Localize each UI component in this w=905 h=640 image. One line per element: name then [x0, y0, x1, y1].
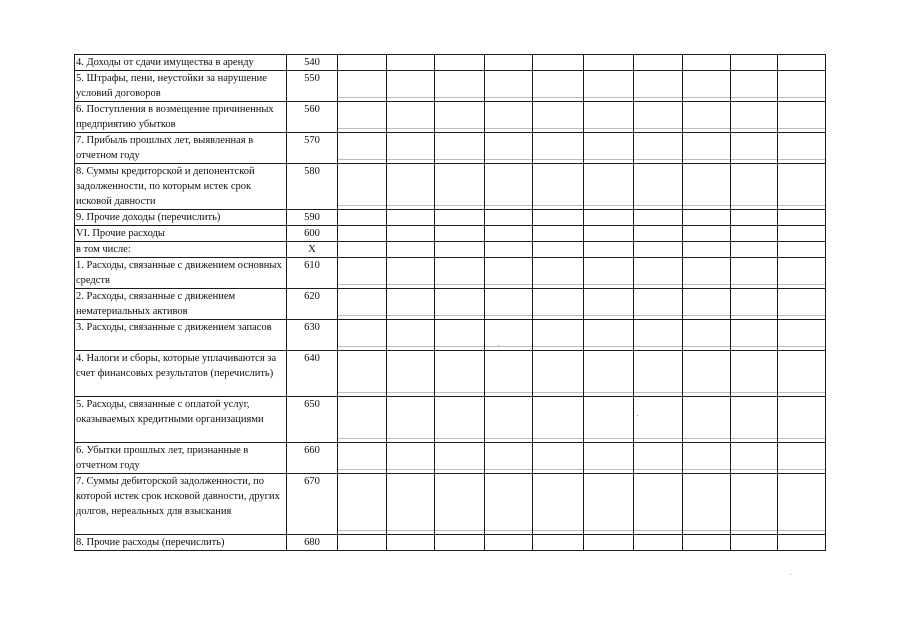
value-cell[interactable] [634, 397, 683, 443]
value-cell[interactable] [435, 474, 485, 535]
value-cell[interactable] [387, 102, 435, 133]
value-cell[interactable] [533, 397, 584, 443]
value-cell[interactable] [584, 71, 634, 102]
value-cell[interactable] [634, 55, 683, 71]
value-cell[interactable] [731, 164, 778, 210]
value-cell[interactable] [435, 102, 485, 133]
value-cell[interactable] [634, 210, 683, 226]
value-cell[interactable] [634, 164, 683, 210]
scan-speck [790, 574, 791, 575]
value-cell[interactable] [435, 164, 485, 210]
value-cell[interactable] [778, 71, 826, 102]
value-cell[interactable] [533, 102, 584, 133]
value-cell[interactable] [634, 258, 683, 289]
value-cell[interactable] [533, 443, 584, 474]
value-cell[interactable] [338, 320, 387, 351]
value-cell[interactable] [387, 242, 435, 258]
value-cell[interactable] [435, 242, 485, 258]
table-row [75, 397, 826, 443]
table-row [75, 474, 826, 535]
value-cell[interactable] [435, 55, 485, 71]
value-cell[interactable] [338, 242, 387, 258]
value-cell[interactable] [634, 289, 683, 320]
value-cell[interactable] [778, 443, 826, 474]
value-cell[interactable] [731, 71, 778, 102]
value-cell[interactable] [634, 102, 683, 133]
value-cell[interactable] [387, 210, 435, 226]
value-cell[interactable] [778, 258, 826, 289]
value-cell[interactable] [387, 351, 435, 397]
value-cell[interactable] [778, 133, 826, 164]
value-cell[interactable] [584, 164, 634, 210]
value-cell[interactable] [683, 226, 731, 242]
value-cell[interactable] [387, 71, 435, 102]
value-cell[interactable] [683, 397, 731, 443]
value-cell[interactable] [683, 242, 731, 258]
value-cell[interactable] [533, 242, 584, 258]
row-label: 8. Суммы кредиторской и депонентской задолженности, по которым истек срок исковой давности [75, 164, 287, 210]
row-label: 1. Расходы, связанные с движением основных средств [75, 258, 287, 289]
row-code: 560 [287, 102, 338, 133]
income-expense-table [74, 54, 826, 551]
row-code: 630 [287, 320, 338, 351]
value-cell[interactable] [778, 102, 826, 133]
row-label: 4. Доходы от сдачи имущества в аренду [75, 55, 287, 71]
value-cell[interactable] [435, 133, 485, 164]
value-cell[interactable] [634, 351, 683, 397]
value-cell[interactable] [584, 443, 634, 474]
value-cell[interactable] [584, 289, 634, 320]
row-label: 8. Прочие расходы (перечислить) [75, 535, 287, 551]
value-cell[interactable] [435, 226, 485, 242]
value-cell[interactable] [533, 164, 584, 210]
value-cell[interactable] [533, 258, 584, 289]
value-cell[interactable] [731, 55, 778, 71]
row-code: 670 [287, 474, 338, 535]
value-cell[interactable] [435, 289, 485, 320]
row-code: X [287, 242, 338, 258]
value-cell[interactable] [683, 133, 731, 164]
value-cell[interactable] [584, 351, 634, 397]
value-cell[interactable] [683, 535, 731, 551]
value-cell[interactable] [778, 535, 826, 551]
value-cell[interactable] [778, 210, 826, 226]
value-cell[interactable] [683, 351, 731, 397]
value-cell[interactable] [634, 226, 683, 242]
value-cell[interactable] [731, 397, 778, 443]
value-cell[interactable] [435, 320, 485, 351]
value-cell[interactable] [387, 133, 435, 164]
row-code: 590 [287, 210, 338, 226]
value-cell[interactable] [584, 133, 634, 164]
value-cell[interactable] [338, 226, 387, 242]
value-cell[interactable] [634, 71, 683, 102]
value-cell[interactable] [435, 443, 485, 474]
value-cell[interactable] [338, 71, 387, 102]
value-cell[interactable] [683, 71, 731, 102]
value-cell[interactable] [387, 258, 435, 289]
value-cell[interactable] [683, 258, 731, 289]
value-cell[interactable] [731, 443, 778, 474]
value-cell[interactable] [338, 133, 387, 164]
row-code: 550 [287, 71, 338, 102]
value-cell[interactable] [584, 258, 634, 289]
value-cell[interactable] [533, 351, 584, 397]
value-cell[interactable] [584, 226, 634, 242]
value-cell[interactable] [338, 474, 387, 535]
value-cell[interactable] [634, 474, 683, 535]
value-cell[interactable] [584, 242, 634, 258]
row-code: 610 [287, 258, 338, 289]
value-cell[interactable] [634, 535, 683, 551]
value-cell[interactable] [485, 102, 533, 133]
row-code: 650 [287, 397, 338, 443]
row-label: 9. Прочие доходы (перечислить) [75, 210, 287, 226]
value-cell[interactable] [731, 226, 778, 242]
table-row [75, 164, 826, 210]
value-cell[interactable] [634, 133, 683, 164]
row-code: 680 [287, 535, 338, 551]
value-cell[interactable] [485, 55, 533, 71]
row-label: 3. Расходы, связанные с движением запасов [75, 320, 287, 351]
value-cell[interactable] [584, 474, 634, 535]
value-cell[interactable] [584, 210, 634, 226]
value-cell[interactable] [634, 320, 683, 351]
table-row [75, 210, 826, 226]
value-cell[interactable] [778, 351, 826, 397]
row-label: 6. Поступления в возмещение причиненных предприятию убытков [75, 102, 287, 133]
value-cell[interactable] [584, 397, 634, 443]
value-cell[interactable] [387, 474, 435, 535]
value-cell[interactable] [731, 210, 778, 226]
table-row [75, 55, 826, 71]
table-row [75, 102, 826, 133]
report-sheet [74, 54, 826, 551]
value-cell[interactable] [485, 289, 533, 320]
value-cell[interactable] [387, 226, 435, 242]
value-cell[interactable] [533, 71, 584, 102]
value-cell[interactable] [683, 289, 731, 320]
table-row [75, 289, 826, 320]
table-row [75, 535, 826, 551]
value-cell[interactable] [485, 535, 533, 551]
value-cell[interactable] [338, 55, 387, 71]
table-row [75, 351, 826, 397]
value-cell[interactable] [338, 397, 387, 443]
value-cell[interactable] [387, 55, 435, 71]
value-cell[interactable] [387, 443, 435, 474]
value-cell[interactable] [778, 226, 826, 242]
value-cell[interactable] [435, 535, 485, 551]
value-cell[interactable] [338, 102, 387, 133]
value-cell[interactable] [485, 351, 533, 397]
value-cell[interactable] [778, 289, 826, 320]
row-label: 7. Прибыль прошлых лет, выявленная в отчетном году [75, 133, 287, 164]
value-cell[interactable] [584, 535, 634, 551]
value-cell[interactable] [533, 210, 584, 226]
value-cell[interactable] [533, 226, 584, 242]
value-cell[interactable] [778, 164, 826, 210]
value-cell[interactable] [485, 397, 533, 443]
value-cell[interactable] [533, 133, 584, 164]
value-cell[interactable] [485, 133, 533, 164]
row-label: 6. Убытки прошлых лет, признанные в отчетном году [75, 443, 287, 474]
value-cell[interactable] [387, 535, 435, 551]
value-cell[interactable] [387, 320, 435, 351]
value-cell[interactable] [683, 320, 731, 351]
value-cell[interactable] [338, 289, 387, 320]
value-cell[interactable] [533, 289, 584, 320]
value-cell[interactable] [338, 210, 387, 226]
value-cell[interactable] [485, 210, 533, 226]
value-cell[interactable] [731, 242, 778, 258]
value-cell[interactable] [435, 258, 485, 289]
value-cell[interactable] [485, 474, 533, 535]
value-cell[interactable] [731, 102, 778, 133]
value-cell[interactable] [338, 443, 387, 474]
value-cell[interactable] [485, 71, 533, 102]
value-cell[interactable] [584, 102, 634, 133]
value-cell[interactable] [533, 474, 584, 535]
row-code: 570 [287, 133, 338, 164]
value-cell[interactable] [435, 397, 485, 443]
value-cell[interactable] [387, 397, 435, 443]
row-code: 540 [287, 55, 338, 71]
value-cell[interactable] [731, 351, 778, 397]
row-label: 5. Штрафы, пени, неустойки за нарушение условий договоров [75, 71, 287, 102]
value-cell[interactable] [731, 289, 778, 320]
value-cell[interactable] [338, 258, 387, 289]
value-cell[interactable] [683, 210, 731, 226]
row-label: 5. Расходы, связанные с оплатой услуг, оказываемых кредитными организациями [75, 397, 287, 443]
value-cell[interactable] [778, 320, 826, 351]
row-code: 660 [287, 443, 338, 474]
value-cell[interactable] [683, 474, 731, 535]
value-cell[interactable] [485, 320, 533, 351]
value-cell[interactable] [435, 210, 485, 226]
value-cell[interactable] [485, 164, 533, 210]
scan-speck [637, 415, 638, 416]
value-cell[interactable] [731, 258, 778, 289]
row-label: VI. Прочие расходы [75, 226, 287, 242]
value-cell[interactable] [387, 289, 435, 320]
value-cell[interactable] [485, 226, 533, 242]
value-cell[interactable] [731, 474, 778, 535]
table-row [75, 71, 826, 102]
value-cell[interactable] [731, 320, 778, 351]
value-cell[interactable] [731, 535, 778, 551]
row-code: 640 [287, 351, 338, 397]
value-cell[interactable] [338, 164, 387, 210]
table-row [75, 242, 826, 258]
value-cell[interactable] [778, 242, 826, 258]
value-cell[interactable] [634, 242, 683, 258]
value-cell[interactable] [778, 397, 826, 443]
value-cell[interactable] [338, 535, 387, 551]
value-cell[interactable] [533, 535, 584, 551]
value-cell[interactable] [485, 258, 533, 289]
value-cell[interactable] [683, 443, 731, 474]
row-label: 7. Суммы дебиторской задолженности, по которой истек срок исковой давности, других долгов, нереальных для взыскания [75, 474, 287, 535]
value-cell[interactable] [533, 55, 584, 71]
row-label: 4. Налоги и сборы, которые уплачиваются за счет финансовых результатов (перечислить) [75, 351, 287, 397]
value-cell[interactable] [435, 351, 485, 397]
row-code: 620 [287, 289, 338, 320]
row-label: 2. Расходы, связанные с движением нематериальных активов [75, 289, 287, 320]
value-cell[interactable] [584, 55, 634, 71]
row-label: в том числе: [75, 242, 287, 258]
value-cell[interactable] [533, 320, 584, 351]
value-cell[interactable] [485, 242, 533, 258]
table-row [75, 258, 826, 289]
value-cell[interactable] [435, 71, 485, 102]
value-cell[interactable] [634, 443, 683, 474]
value-cell[interactable] [338, 351, 387, 397]
table-row [75, 320, 826, 351]
row-code: 580 [287, 164, 338, 210]
value-cell[interactable] [778, 55, 826, 71]
table-row [75, 443, 826, 474]
value-cell[interactable] [387, 164, 435, 210]
value-cell[interactable] [683, 102, 731, 133]
row-code: 600 [287, 226, 338, 242]
value-cell[interactable] [683, 164, 731, 210]
table-row [75, 226, 826, 242]
scan-speck [498, 345, 499, 346]
value-cell[interactable] [485, 443, 533, 474]
table-row [75, 133, 826, 164]
value-cell[interactable] [731, 133, 778, 164]
value-cell[interactable] [584, 320, 634, 351]
value-cell[interactable] [683, 55, 731, 71]
value-cell[interactable] [778, 474, 826, 535]
